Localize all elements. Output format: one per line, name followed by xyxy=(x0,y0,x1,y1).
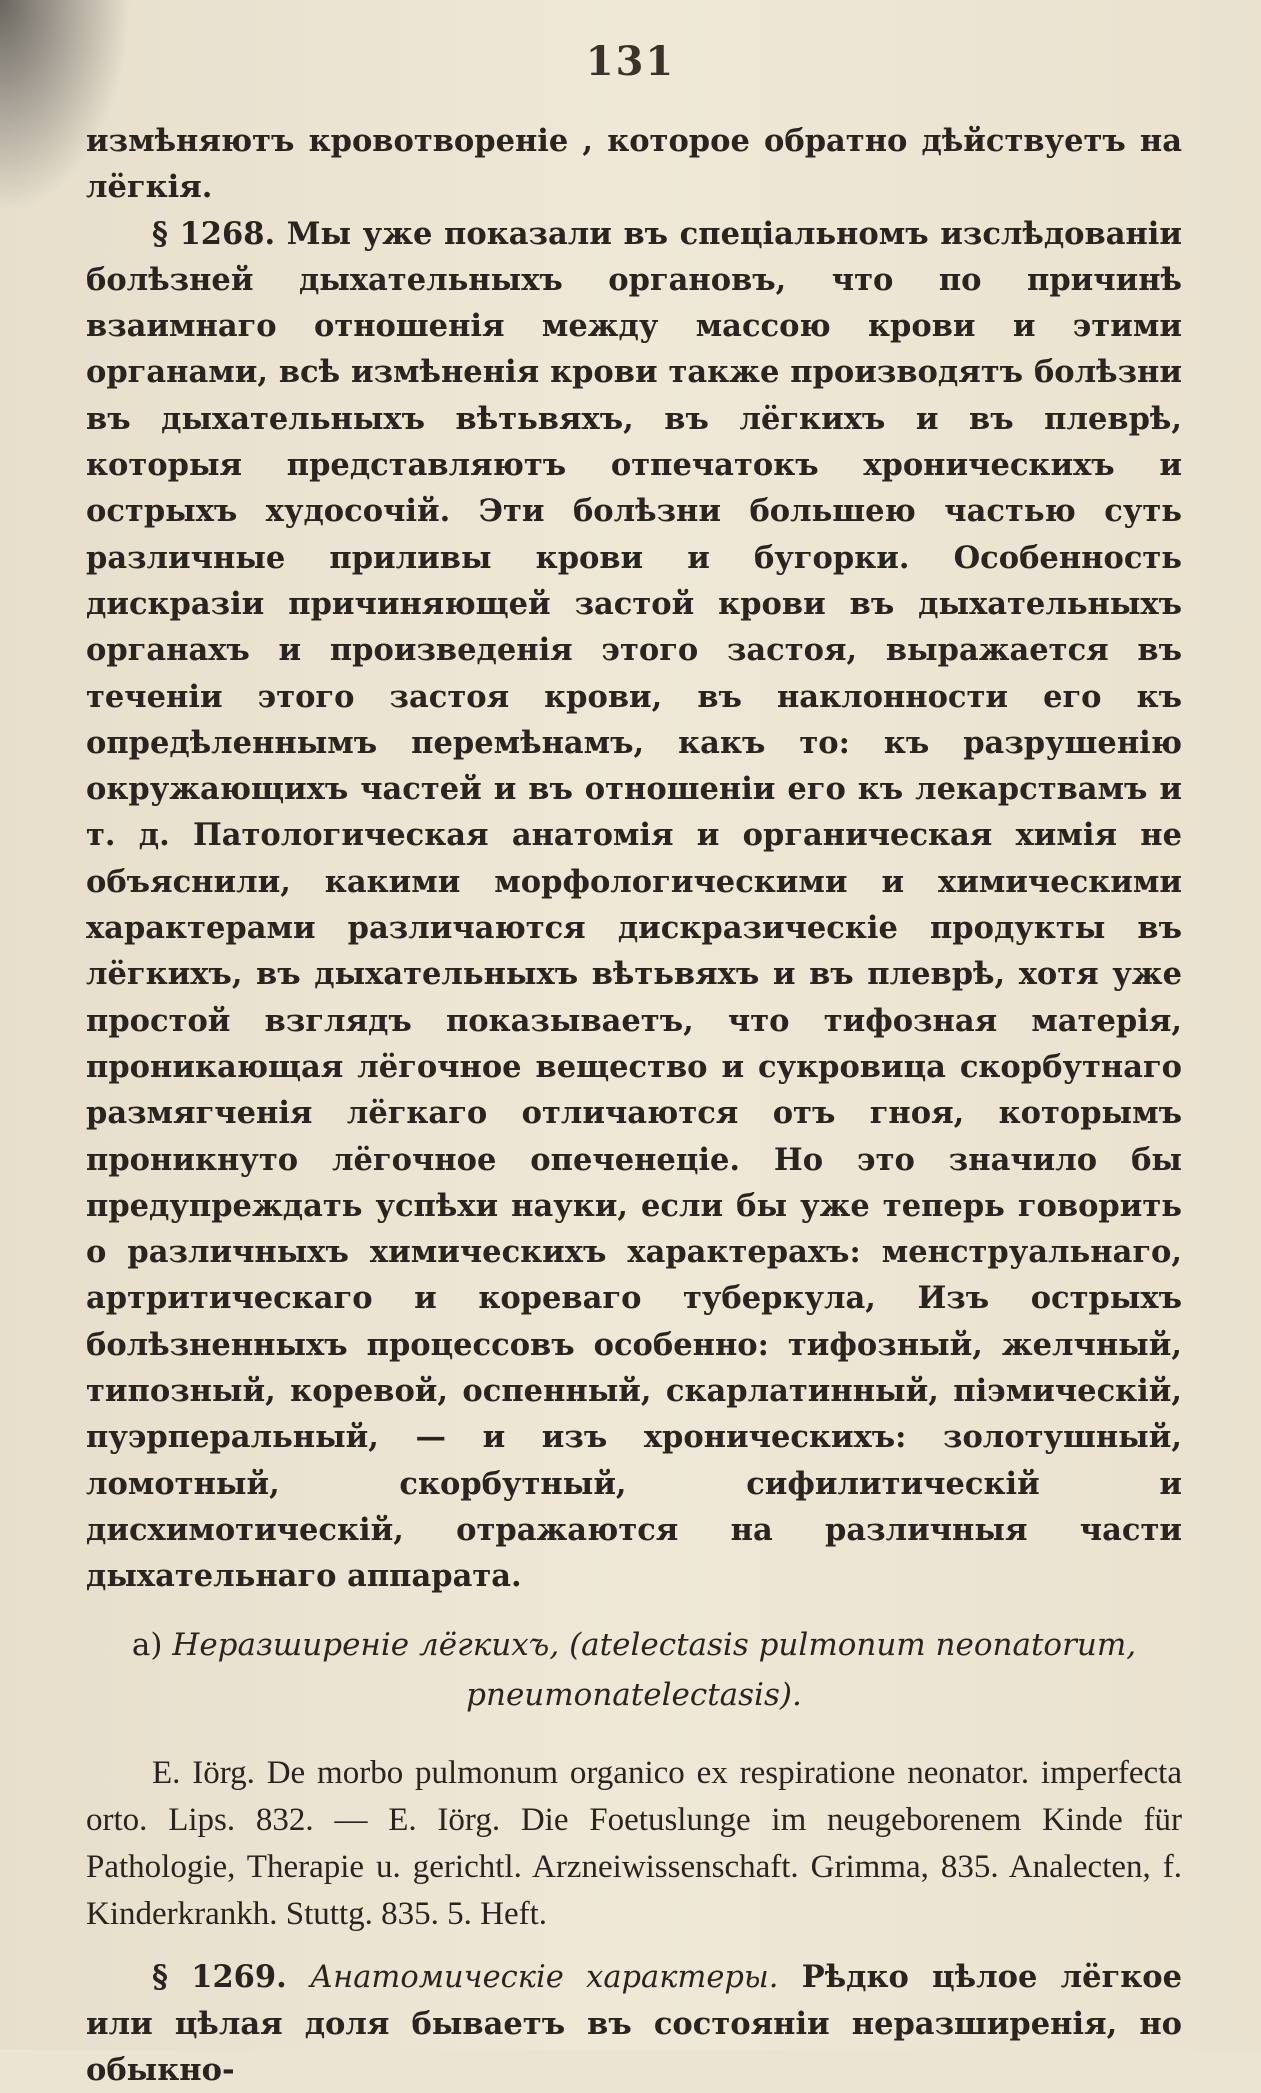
page-number: 131 xyxy=(0,38,1261,85)
continuation-paragraph: измѣняютъ кровотвореніе , которое обратно дѣйствуетъ на лёгкія. xyxy=(86,118,1182,211)
section-number: § 1268. xyxy=(152,216,275,252)
section-title: Анатомическіе характеры. xyxy=(310,1960,778,1995)
section-1268 xyxy=(86,211,1182,1600)
body-text xyxy=(86,118,1182,2093)
section-1269 xyxy=(86,1954,1182,2093)
references: E. Iörg. De morbo pulmonum organico ex respiratione neonator. imperfecta orto. Lips. 832. — E. Iörg. Die Foetuslunge im neugeborenem Kinde für Pathologie, Therapie u. gerichtl. Arzneiwissenschaft. Grimma, 835. Analecten, f. Kinderkrankh. Stuttg. 835. 5. Heft. xyxy=(86,1750,1182,1938)
subheading-marker: a) xyxy=(132,1627,163,1663)
section-text: Мы уже показали въ спеціальномъ изслѣдованіи болѣзней дыхательныхъ органовъ, что по причинѣ взаимнаго отношенія между массою крови и этими органами, всѣ измѣненія крови также производятъ болѣзни въ дыхательныхъ вѣтьвяхъ, въ лёгкихъ и въ плеврѣ, которыя представляютъ отпечатокъ хроническихъ и острыхъ худосочій. Эти болѣзни большею частью суть различные приливы крови и бугорки. Особенность дискразіи причиняющей застой крови въ дыхательныхъ органахъ и произведенія этого застоя, выражается въ теченіи этого застоя крови, въ наклонности его къ опредѣленнымъ перемѣнамъ, какъ то: къ разрушенію окружающихъ частей и въ отношеніи его къ лекарствамъ и т. д. Патологическая анатомія и органическая химія не объяснили, какими морфологическими и химическими характерами различаются дискразическіе продукты въ лёгкихъ, въ дыхательныхъ вѣтьвяхъ и въ плеврѣ, хотя уже простой взглядъ показываетъ, что тифозная матерія, проникающая лёгочное вещество и сукровица скорбутнаго размягченія лёгкаго отличаются отъ гноя, которымъ проникнуто лёгочное опеченеціе. Но это значило бы предупреждать успѣхи науки, если бы уже теперь говорить о различныхъ химическихъ характерахъ: менструальнаго, артритическаго и кореваго туберкула, Изъ острыхъ болѣзненныхъ процессовъ особенно: тифозный, желчный, типозный, коревой, оспенный, скарлатинный, піэмическій, пуэрперальный, — и изъ хроническихъ: золотушный, ломотный, скорбутный, сифилитическій и дисхимотическій, отражаются на различныя части дыхательнаго аппарата. xyxy=(86,216,1182,1595)
section-text: Рѣдко цѣлое лёгкое или цѣлая доля бываетъ въ состояніи неразширенія, но обыкно- xyxy=(86,1959,1182,2089)
subheading-latin: (atelectasis pulmonum neonatorum, pneumonatelectasis). xyxy=(466,1627,1136,1713)
subheading-title: Неразширеніе лёгкихъ, xyxy=(172,1627,559,1663)
subheading xyxy=(86,1620,1182,1720)
section-number: § 1269. xyxy=(152,1959,287,1995)
